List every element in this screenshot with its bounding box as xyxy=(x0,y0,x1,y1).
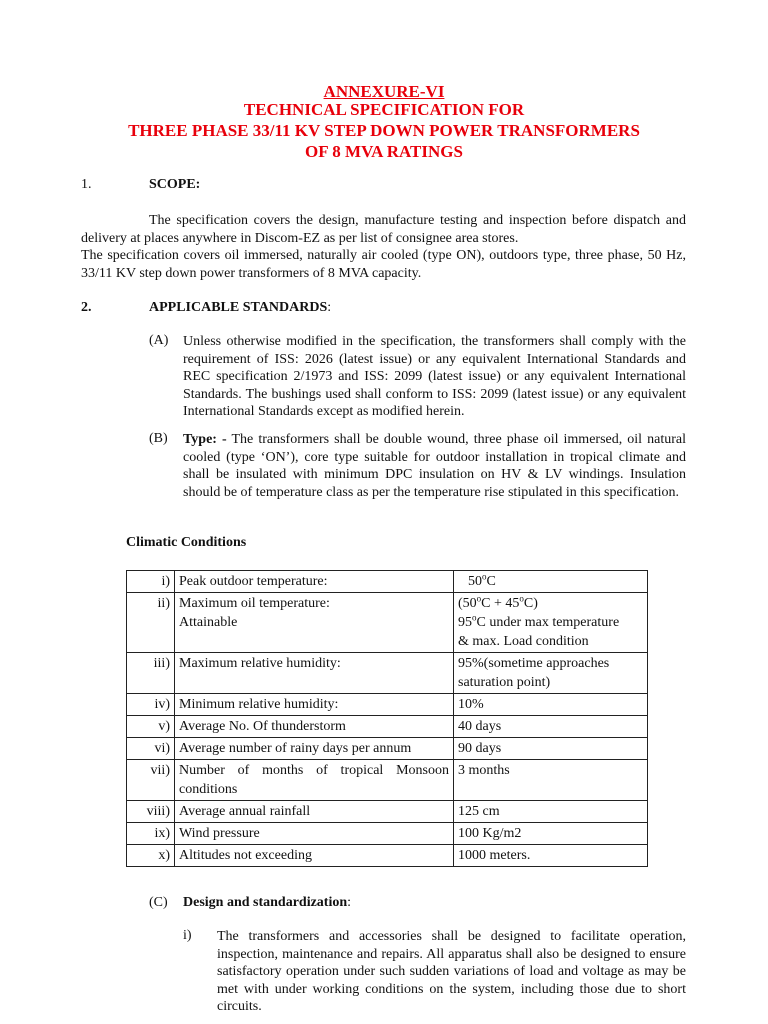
row-number: vii) xyxy=(127,760,175,801)
clause-a-text: Unless otherwise modified in the specification, the transformers shall comply with the requirement of ISS: 2026 (latest issue) or any equivalent International Standards and REC specification 2/1973 and ISS: 2099 (latest issue) or any equivalent International Standards. The bushings used shall conform to ISS: 2099 (latest issue) or any equivalent International Standards except as modified herein. xyxy=(183,334,686,419)
parameter-cell: Wind pressure xyxy=(175,823,454,845)
table-row xyxy=(127,716,648,738)
parameter-cell: Average No. Of thunderstorm xyxy=(175,716,454,738)
transformer-title: THREE PHASE 33/11 KV STEP DOWN POWER TRANSFORMERS xyxy=(128,121,640,140)
parameter-cell: Average annual rainfall xyxy=(175,801,454,823)
value-unit: C xyxy=(486,574,496,589)
clause-a-label: (A) xyxy=(149,333,169,348)
row-number: i) xyxy=(127,571,175,593)
table-row xyxy=(127,845,648,867)
value-part: & max. Load condition xyxy=(458,634,589,649)
rating-title: OF 8 MVA RATINGS xyxy=(305,142,463,161)
parameter-cell: Altitudes not exceeding xyxy=(175,845,454,867)
value-cell xyxy=(454,593,648,653)
parameter-cell: Peak outdoor temperature: xyxy=(175,571,454,593)
value-cell: 40 days xyxy=(454,716,648,738)
value-cell: 90 days xyxy=(454,738,648,760)
row-number: vi) xyxy=(127,738,175,760)
row-number: ii) xyxy=(127,593,175,653)
value-number: 50 xyxy=(468,574,482,589)
row-number: v) xyxy=(127,716,175,738)
value-part: 95 xyxy=(458,615,472,630)
section-2-heading xyxy=(149,300,331,316)
parameter-cell: Minimum relative humidity: xyxy=(175,694,454,716)
table-row xyxy=(127,593,648,653)
table-row xyxy=(127,571,648,593)
parameter-cell: Average number of rainy days per annum xyxy=(175,738,454,760)
row-number: iv) xyxy=(127,694,175,716)
value-cell xyxy=(454,571,648,593)
clause-b-label: (B) xyxy=(149,431,168,446)
clause-c-label: (C) xyxy=(149,895,168,910)
value-cell: 3 months xyxy=(454,760,648,801)
table-row xyxy=(127,760,648,801)
section-2-heading-text: APPLICABLE STANDARDS xyxy=(149,300,328,315)
table-row xyxy=(127,738,648,760)
section-1-heading: SCOPE: xyxy=(149,177,201,192)
table-row xyxy=(127,801,648,823)
parameter-cell: Maximum relative humidity: xyxy=(175,653,454,694)
degree-sup: o xyxy=(482,571,487,582)
table-row xyxy=(127,823,648,845)
climatic-conditions-table xyxy=(126,570,648,867)
row-number: viii) xyxy=(127,801,175,823)
value-cell: 1000 meters. xyxy=(454,845,648,867)
item-i-label: i) xyxy=(183,928,192,943)
degree-sup: o xyxy=(472,612,477,623)
scope-paragraph-1: The specification covers the design, manufacture testing and inspection before dispatch and delivery at places anywhere in Discom-EZ as per list of consignee area stores. xyxy=(81,213,686,246)
value-cell: 10% xyxy=(454,694,648,716)
clause-b-text xyxy=(183,431,686,501)
climatic-heading: Climatic Conditions xyxy=(126,535,247,550)
item-i-text: The transformers and accessories shall be designed to facilitate operation, inspection, maintenance and repairs. All apparatus shall also be designed to ensure satisfactory operation under such sudden variations of load and voltage as may be met with under working conditions on the system, including those due to short circuits. xyxy=(217,929,686,1014)
scope-paragraph-2: The specification covers oil immersed, naturally air cooled (type ON), outdoors type, three phase, 50 Hz, 33/11 KV step down power transformers of 8 MVA capacity. xyxy=(81,248,686,281)
table-row xyxy=(127,653,648,694)
row-number: x) xyxy=(127,845,175,867)
clause-b-body: The transformers shall be double wound, three phase oil immersed, oil natural cooled (type ‘ON’), core type suitable for outdoor installation in tropical climate and shall be insulated with minimum DPC insulation on HV & LV windings. Insulation should be of temperature class as per the temperature rise stipulated in this specification. xyxy=(183,432,687,500)
degree-sup: o xyxy=(519,593,524,604)
parameter-cell xyxy=(175,593,454,653)
value-part: C) xyxy=(523,596,538,611)
value-part: (50 xyxy=(458,596,477,611)
section-2-number: 2. xyxy=(81,300,92,315)
section-1-number: 1. xyxy=(81,177,92,192)
value-cell: 95%(sometime approaches saturation point) xyxy=(454,653,648,694)
parameter-cell: Number of months of tropical Monsoon conditions xyxy=(175,760,454,801)
clause-c-heading-colon: : xyxy=(347,895,352,910)
degree-sup: o xyxy=(476,593,482,604)
clause-c-heading-text: Design and standardization xyxy=(183,895,348,910)
parameter-line-1: Maximum oil temperature: xyxy=(179,596,330,611)
row-number: iii) xyxy=(127,653,175,694)
parameter-line-2: Attainable xyxy=(179,615,238,630)
clause-c-heading xyxy=(183,895,351,911)
section-2-heading-colon: : xyxy=(327,300,332,315)
table-row xyxy=(127,694,648,716)
value-cell: 125 cm xyxy=(454,801,648,823)
annexure-title: ANNEXURE-VI xyxy=(323,82,445,101)
value-part: C under max temperature xyxy=(476,615,620,630)
row-number: ix) xyxy=(127,823,175,845)
value-part: C + 45 xyxy=(481,596,520,611)
clause-b-lead: Type: - xyxy=(183,432,227,447)
spec-title: TECHNICAL SPECIFICATION FOR xyxy=(243,100,525,119)
value-cell: 100 Kg/m2 xyxy=(454,823,648,845)
